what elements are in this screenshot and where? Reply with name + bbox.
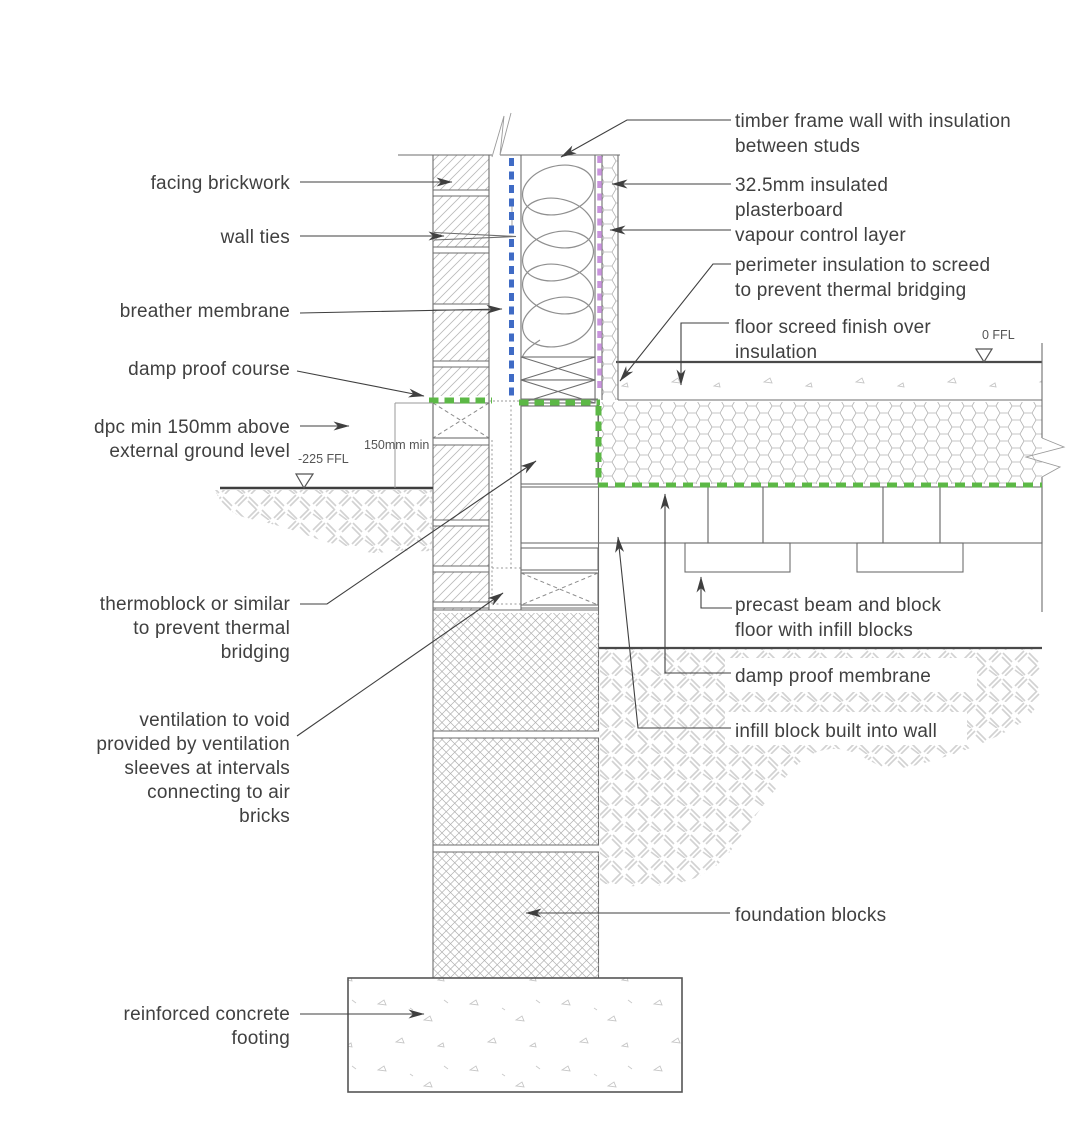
beam-and-block-floor <box>521 487 1042 572</box>
beam-flange <box>685 543 790 572</box>
facing-brickwork-leaf <box>433 155 489 610</box>
label-timber-frame-2: between studs <box>735 136 861 157</box>
foundation-blocks-wall <box>433 610 599 978</box>
infill-block <box>940 487 1042 543</box>
sole-plate-xbox <box>521 357 595 403</box>
label-damp-proof-course: damp proof course <box>128 359 290 380</box>
break-line-icon <box>492 113 511 157</box>
level-marker-icon <box>976 349 992 362</box>
leader-damp-proof-course <box>297 371 424 396</box>
label-thermoblock-3: bridging <box>220 642 290 663</box>
label-precast-1: precast beam and block <box>735 595 942 616</box>
label-footing-2: footing <box>231 1028 290 1049</box>
label-ffl-minus-225: -225 FFL <box>298 452 349 466</box>
label-infill-block: infill block built into wall <box>735 721 938 742</box>
infill-block <box>763 487 883 543</box>
label-footing-1: reinforced concrete <box>123 1004 290 1025</box>
label-dpm: damp proof membrane <box>735 666 932 687</box>
label-ventilation-5: bricks <box>239 806 290 827</box>
leader-timber-frame <box>561 120 731 157</box>
label-perimeter-2: to prevent thermal bridging <box>735 280 967 301</box>
infill-block-into-wall <box>521 487 708 543</box>
perimeter-insulation-upstand <box>602 155 618 400</box>
beam-flange <box>857 543 963 572</box>
label-timber-frame-1: timber frame wall with insulation <box>735 111 1011 132</box>
timber-frame-wall <box>517 155 598 610</box>
floor-screed <box>616 362 1042 400</box>
label-floor-screed-2: insulation <box>735 342 818 363</box>
level-marker-icon <box>296 474 313 488</box>
leader-dpm <box>665 494 731 673</box>
label-vapour-control: vapour control layer <box>735 225 906 246</box>
labels-right <box>735 111 1011 926</box>
reinforced-concrete-footing <box>348 978 682 1092</box>
label-breather-membrane: breather membrane <box>119 301 290 322</box>
label-dpc-min-2: external ground level <box>109 441 290 462</box>
label-wall-ties: wall ties <box>220 227 290 248</box>
soil-hatch-left <box>215 490 432 553</box>
beam-web <box>708 487 763 543</box>
label-floor-screed-1: floor screed finish over <box>735 317 931 338</box>
label-precast-2: floor with infill blocks <box>735 620 913 641</box>
label-dpc-min-1: dpc min 150mm above <box>93 417 290 438</box>
label-thermoblock-2: to prevent thermal <box>133 618 290 639</box>
leader-precast-beam <box>701 577 732 608</box>
label-facing-brickwork: facing brickwork <box>150 173 290 194</box>
label-ffl-zero: 0 FFL <box>982 328 1015 342</box>
inner-course <box>521 548 598 570</box>
floor-insulation <box>601 402 1042 484</box>
label-ventilation-2: provided by ventilation <box>96 734 290 755</box>
label-plasterboard-1: 32.5mm insulated <box>735 175 889 196</box>
air-brick-xbox <box>521 573 598 605</box>
label-ventilation-4: connecting to air <box>147 782 290 803</box>
label-perimeter-1: perimeter insulation to screed <box>735 255 991 276</box>
labels-left <box>94 173 290 1049</box>
thermoblock <box>521 406 598 484</box>
wall-cavity <box>489 203 521 604</box>
label-ventilation-3: sleeves at intervals <box>124 758 290 779</box>
label-foundation-blocks: foundation blocks <box>735 905 887 926</box>
label-150mm-min: 150mm min <box>364 438 430 452</box>
label-ventilation-1: ventilation to void <box>139 710 290 731</box>
beam-web <box>883 487 940 543</box>
label-thermoblock-1: thermoblock or similar <box>99 594 290 615</box>
brick-xbox-below-dpc <box>433 403 489 445</box>
label-plasterboard-2: plasterboard <box>735 200 844 221</box>
stud-insulation-quilt <box>517 158 598 358</box>
wall-top-break <box>398 113 620 157</box>
